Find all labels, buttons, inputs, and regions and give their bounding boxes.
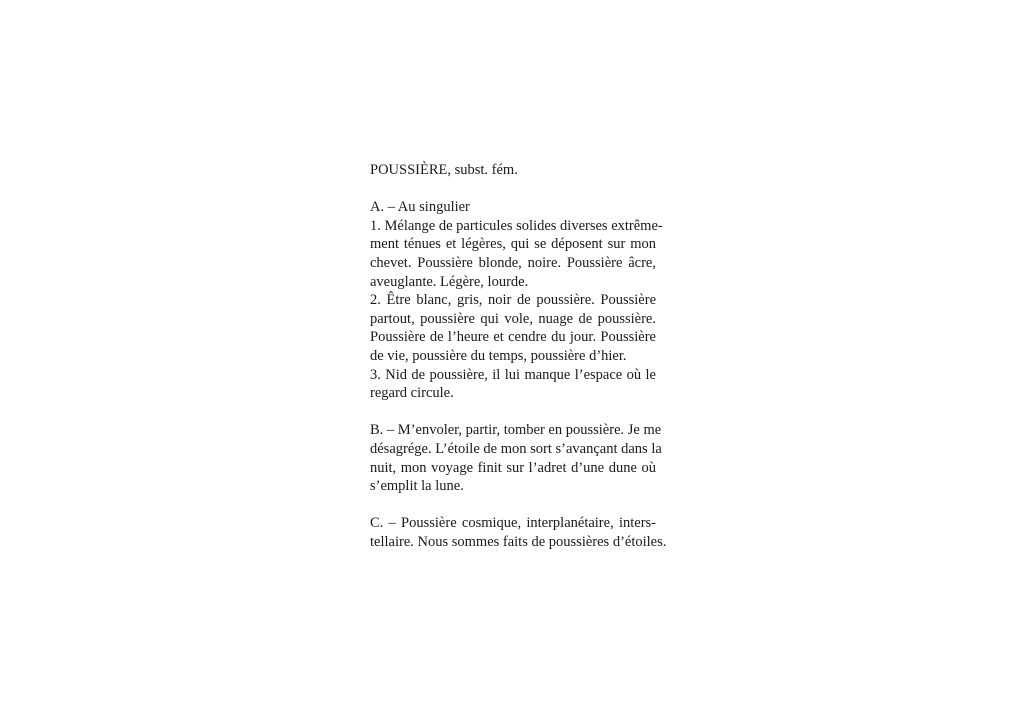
section-a-line: regard circule. xyxy=(370,385,454,402)
section-c-line: tellaire. Nous sommes faits de poussières d’étoiles. xyxy=(370,533,667,550)
entry-headword: POUSSIÈRE, subst. fém. xyxy=(370,162,518,178)
section-a-line: 1. Mélange de particules solides diverses extrême- xyxy=(370,217,663,234)
section-b-line: nuit, mon voyage finit sur l’adret d’une dune où xyxy=(370,459,656,476)
paragraph-gap xyxy=(370,403,656,422)
section-a-line: 2. Être blanc, gris, noir de poussière. Poussière xyxy=(370,292,656,309)
section-c xyxy=(370,514,667,551)
section-b-line: B. – M’envoler, partir, tomber en poussière. Je me xyxy=(370,422,662,439)
paragraph-gap xyxy=(370,496,656,515)
section-a-line: chevet. Poussière blonde, noire. Poussière âcre, xyxy=(370,254,656,271)
section-a xyxy=(370,198,663,403)
section-a-line: ment ténues et légères, qui se déposent sur mon xyxy=(370,236,656,253)
section-a-line: partout, poussière qui vole, nuage de poussière. xyxy=(370,310,656,327)
section-b xyxy=(370,421,662,495)
paragraph-gap xyxy=(370,180,656,199)
section-a-line: 3. Nid de poussière, il lui manque l’espace où le xyxy=(370,366,656,383)
section-b-line: désagrége. L’étoile de mon sort s’avançant dans la xyxy=(370,440,662,457)
section-b-line: s’emplit la lune. xyxy=(370,478,464,495)
section-a-line: aveuglante. Légère, lourde. xyxy=(370,273,529,290)
dictionary-entry xyxy=(370,161,667,551)
section-a-heading: A. – Au singulier xyxy=(370,199,470,216)
section-a-line: Poussière de l’heure et cendre du jour. Poussière xyxy=(370,329,656,346)
section-c-line: C. – Poussière cosmique, interplanétaire, inters- xyxy=(370,515,656,532)
section-a-line: de vie, poussière du temps, poussière d’hier. xyxy=(370,347,627,364)
